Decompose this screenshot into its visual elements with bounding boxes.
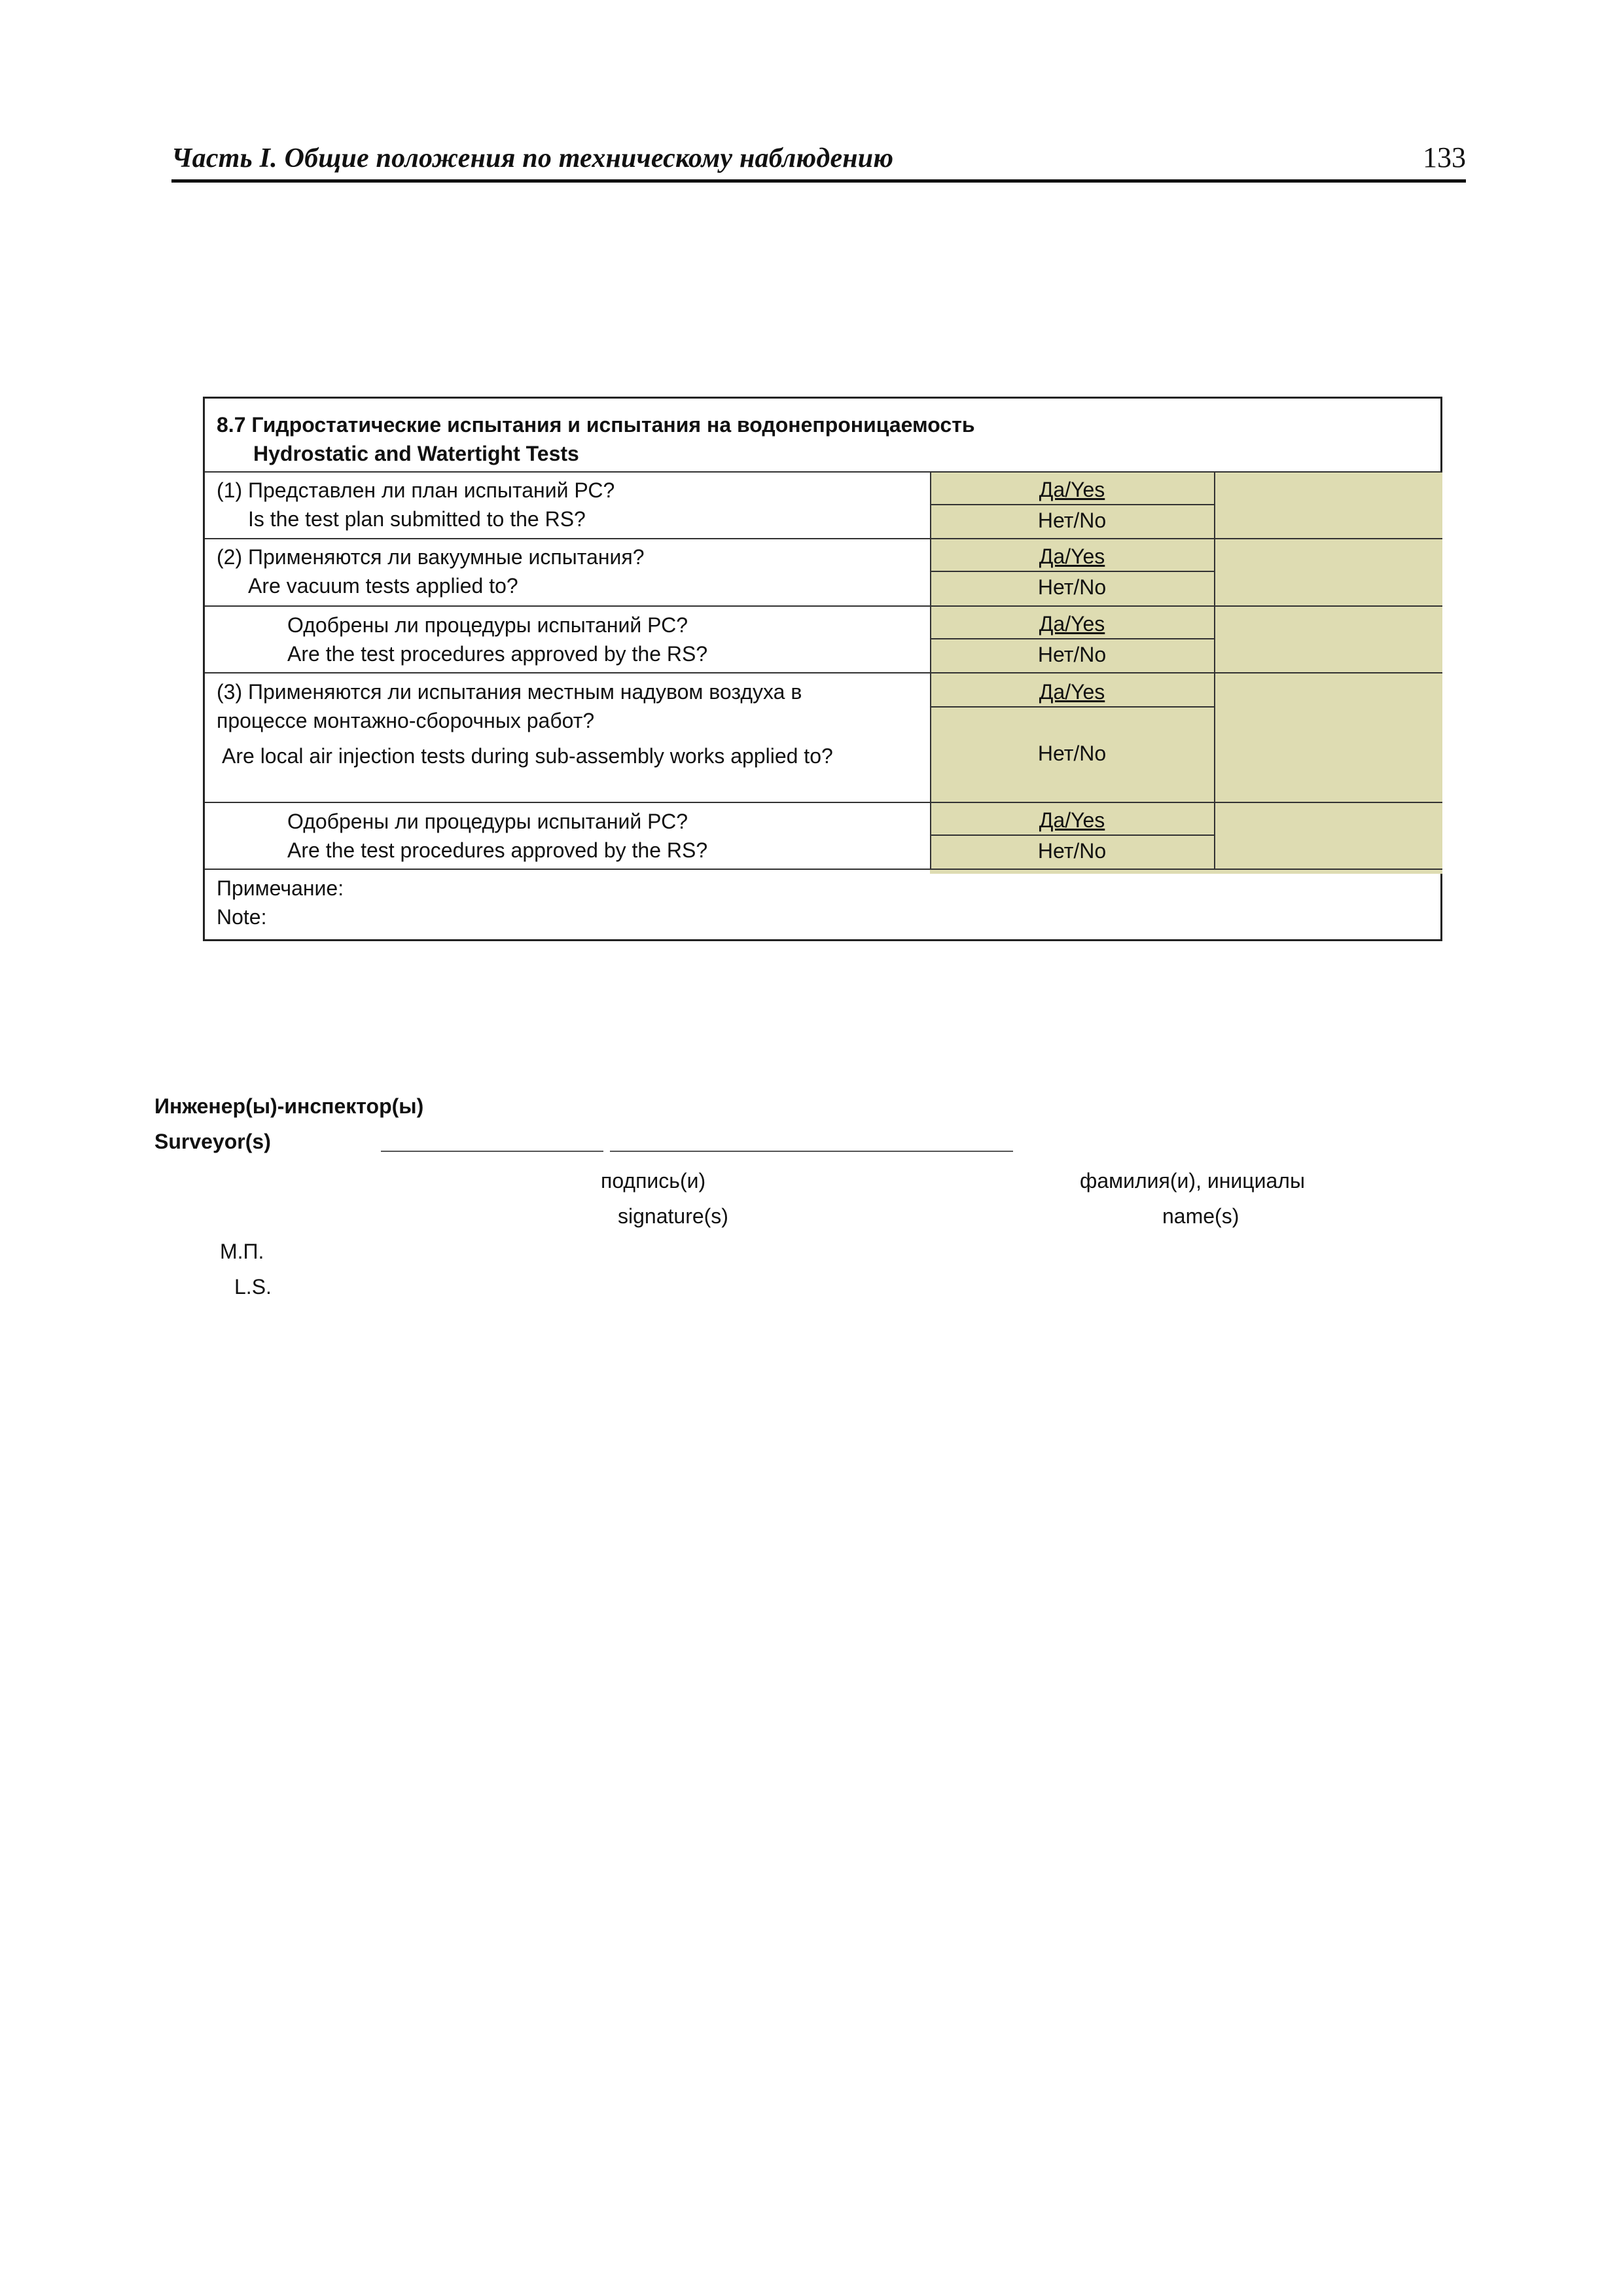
name-caption-en: name(s) [1162, 1204, 1240, 1228]
signature-line[interactable] [381, 1151, 603, 1152]
question-1-en: Is the test plan submitted to the RS? [248, 507, 586, 531]
running-title: Часть I. Общие положения по техническому наблюдению [171, 143, 894, 173]
question-3-no[interactable]: Нет/No [1037, 742, 1107, 765]
name-caption-ru: фамилия(и), инициалы [1080, 1169, 1305, 1193]
seal-label-ru: М.П. [220, 1240, 264, 1263]
row-divider [205, 802, 1442, 803]
seal-label-en: L.S. [234, 1275, 272, 1299]
question-3-ru-line2: процессе монтажно-сборочных работ? [217, 709, 595, 732]
question-1-ru: (1) Представлен ли план испытаний РС? [217, 478, 615, 502]
question-3a-en: Are the test procedures approved by the RS? [287, 838, 708, 862]
question-2a-yes[interactable]: Да/Yes [1039, 612, 1105, 636]
yes-no-divider [930, 504, 1214, 505]
question-3-yes[interactable]: Да/Yes [1039, 680, 1105, 704]
row-divider [205, 672, 1442, 673]
signature-caption-en: signature(s) [618, 1204, 728, 1228]
surveyor-label-ru: Инженер(ы)-инспектор(ы) [154, 1094, 424, 1118]
question-2a-en: Are the test procedures approved by the RS? [287, 642, 708, 666]
yes-no-divider [930, 571, 1214, 572]
row-divider [205, 605, 1442, 607]
question-2a-no[interactable]: Нет/No [1037, 643, 1107, 666]
note-label-en: Note: [217, 905, 267, 929]
yes-no-divider [930, 834, 1214, 836]
question-2-en: Are vacuum tests applied to? [248, 574, 518, 598]
name-line[interactable] [610, 1151, 1013, 1152]
signature-caption-ru: подпись(и) [601, 1169, 706, 1193]
running-head [171, 140, 1466, 183]
section-title-ru: 8.7 Гидростатические испытания и испытания на водонепроницаемость [217, 413, 975, 437]
row-divider [205, 471, 1442, 473]
question-1-yes[interactable]: Да/Yes [1039, 478, 1105, 501]
column-divider [1214, 472, 1215, 869]
question-2-ru: (2) Применяются ли вакуумные испытания? [217, 545, 645, 569]
row-divider [205, 869, 1442, 870]
question-2-no[interactable]: Нет/No [1037, 575, 1107, 599]
section-title-en: Hydrostatic and Watertight Tests [253, 442, 579, 465]
surveyor-label-en: Surveyor(s) [154, 1130, 271, 1153]
question-3a-no[interactable]: Нет/No [1037, 839, 1107, 863]
note-label-ru: Примечание: [217, 876, 344, 900]
hydrostatic-tests-form [203, 397, 1442, 941]
question-3a-yes[interactable]: Да/Yes [1039, 808, 1105, 832]
question-3-ru-line1: (3) Применяются ли испытания местным надувом воздуха в [217, 680, 802, 704]
question-2a-ru: Одобрены ли процедуры испытаний РС? [287, 613, 688, 637]
page-number: 133 [1423, 141, 1466, 173]
question-2-yes[interactable]: Да/Yes [1039, 545, 1105, 568]
question-3-en: Are local air injection tests during sub-assembly works applied to? [222, 744, 833, 768]
yes-no-divider [930, 638, 1214, 639]
question-1-no[interactable]: Нет/No [1037, 509, 1107, 532]
question-3a-ru: Одобрены ли процедуры испытаний РС? [287, 810, 688, 833]
yes-no-divider [930, 706, 1214, 708]
row-divider [205, 538, 1442, 539]
